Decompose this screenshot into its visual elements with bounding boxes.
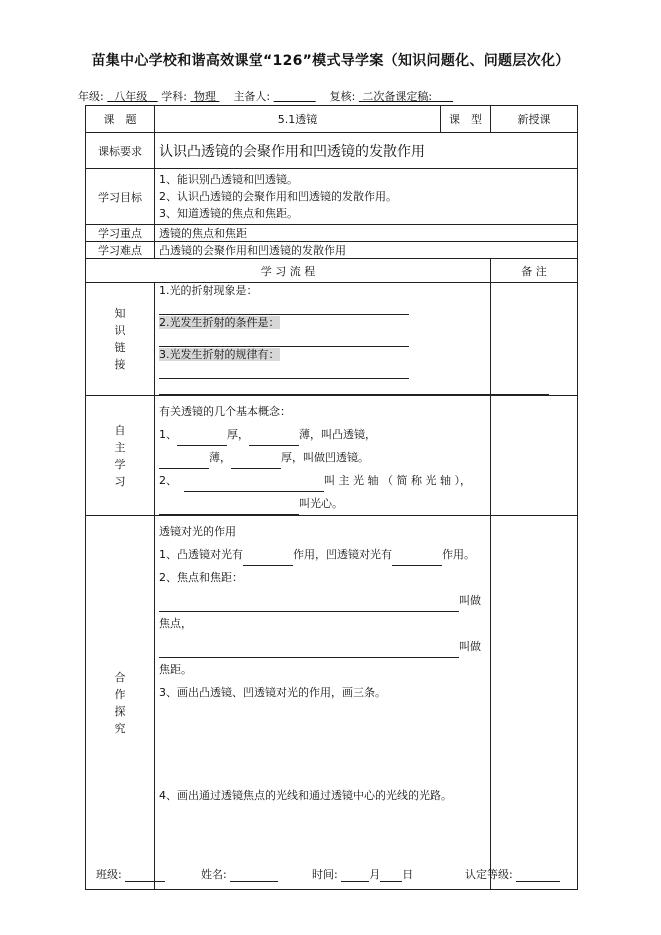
self-study-line-3: 2、 叫 主 光 轴 （ 简 称 光 轴 ）， xyxy=(159,469,486,492)
row-cooperation xyxy=(86,516,578,890)
cooperation-item-2: 2、焦点和焦距： xyxy=(159,571,243,584)
focus-line: 叫做焦点， xyxy=(159,594,481,630)
self-study-content xyxy=(155,396,491,516)
footer-time: 时间: 月 日 xyxy=(312,868,414,881)
review-value: 二次备课定稿: xyxy=(362,90,433,103)
cooperation-label: 合 作 探 究 xyxy=(86,516,155,890)
topic-value: 5.1透镜 xyxy=(155,106,441,133)
cooperation-notes xyxy=(491,516,578,890)
footer-name: 姓名: xyxy=(201,866,278,882)
row-topic xyxy=(86,106,578,133)
row-requirement xyxy=(86,133,578,169)
knowledge-label: 知 识 链 接 xyxy=(86,283,155,396)
knowledge-notes xyxy=(491,283,578,396)
grade-label: 年级: xyxy=(78,90,104,103)
row-key-point xyxy=(86,225,578,242)
preparer-label: 主备人: xyxy=(233,90,271,103)
knowledge-content xyxy=(155,283,491,396)
footer-rating: 认定等级: xyxy=(465,866,560,882)
self-study-label: 自 主 学 习 xyxy=(86,396,155,516)
requirement-value: 认识凸透镜的会聚作用和凹透镜的发散作用 xyxy=(155,133,578,169)
difficulty-label: 学习难点 xyxy=(86,242,155,259)
self-study-line-1: 1、 厚， 薄，叫凸透镜， xyxy=(159,423,486,446)
goals-list xyxy=(155,169,578,225)
page-title: 苗集中心学校和谐高效课堂“126”模式导学案（知识问题化、问题层次化） xyxy=(91,53,570,69)
grade-value: 八年级 xyxy=(114,90,148,103)
cooperation-item-3: 3、画出凸透镜、凹透镜对光的作用，画三条。 xyxy=(159,686,386,699)
knowledge-item-2: 2.光发生折射的条件是： xyxy=(159,315,486,347)
goal-item: 3、知道透镜的焦点和焦距。 xyxy=(159,207,298,220)
subject-value: 物理 xyxy=(193,90,216,103)
self-study-notes xyxy=(491,396,578,516)
notes-header: 备 注 xyxy=(491,259,578,283)
row-goals xyxy=(86,169,578,225)
knowledge-extra-line xyxy=(159,379,486,395)
lesson-type-value: 新授课 xyxy=(491,106,578,133)
focal-length-line: 叫做焦距。 xyxy=(159,640,481,676)
review-label: 复核: xyxy=(329,90,356,103)
key-point-value: 透镜的焦点和焦距 xyxy=(155,225,578,242)
subject-label: 学科: xyxy=(161,90,187,103)
row-difficulty xyxy=(86,242,578,259)
goals-label: 学习目标 xyxy=(86,169,155,225)
row-flow-header xyxy=(86,259,578,283)
knowledge-item-3: 3.光发生折射的规律有： xyxy=(159,347,486,379)
goal-item: 1、能识别凸透镜和凹透镜。 xyxy=(159,173,298,186)
key-point-label: 学习重点 xyxy=(86,225,155,242)
requirement-label: 课标要求 xyxy=(86,133,155,169)
knowledge-item-1: 1.光的折射现象是： xyxy=(159,283,486,315)
flow-header: 学 习 流 程 xyxy=(86,259,491,283)
self-study-line-4: 叫光心。 xyxy=(159,492,486,515)
goal-item: 2、认识凸透镜的会聚作用和凹透镜的发散作用。 xyxy=(159,190,397,203)
row-knowledge xyxy=(86,283,578,396)
difficulty-value: 凸透镜的会聚作用和凹透镜的发散作用 xyxy=(155,242,578,259)
self-study-line-2: 薄， 厚，叫做凹透镜。 xyxy=(159,446,486,469)
cooperation-content xyxy=(155,516,491,890)
cooperation-heading: 透镜对光的作用 xyxy=(159,525,236,538)
drawing-space-1 xyxy=(159,704,486,784)
self-study-heading: 有关透镜的几个基本概念： xyxy=(159,405,291,418)
cooperation-item-1: 1、凸透镜对光有 作用，凹透镜对光有 作用。 xyxy=(159,543,486,566)
preparer-blank xyxy=(274,90,316,103)
lesson-plan-table xyxy=(85,105,578,890)
cooperation-item-4: 4、画出通过透镜焦点的光线和通过透镜中心的光线的光路。 xyxy=(159,789,452,802)
footer-class: 班级: xyxy=(96,866,165,882)
topic-label: 课 题 xyxy=(86,106,155,133)
lesson-type-label: 课 型 xyxy=(441,106,491,133)
row-self-study xyxy=(86,396,578,516)
meta-line xyxy=(78,88,453,104)
